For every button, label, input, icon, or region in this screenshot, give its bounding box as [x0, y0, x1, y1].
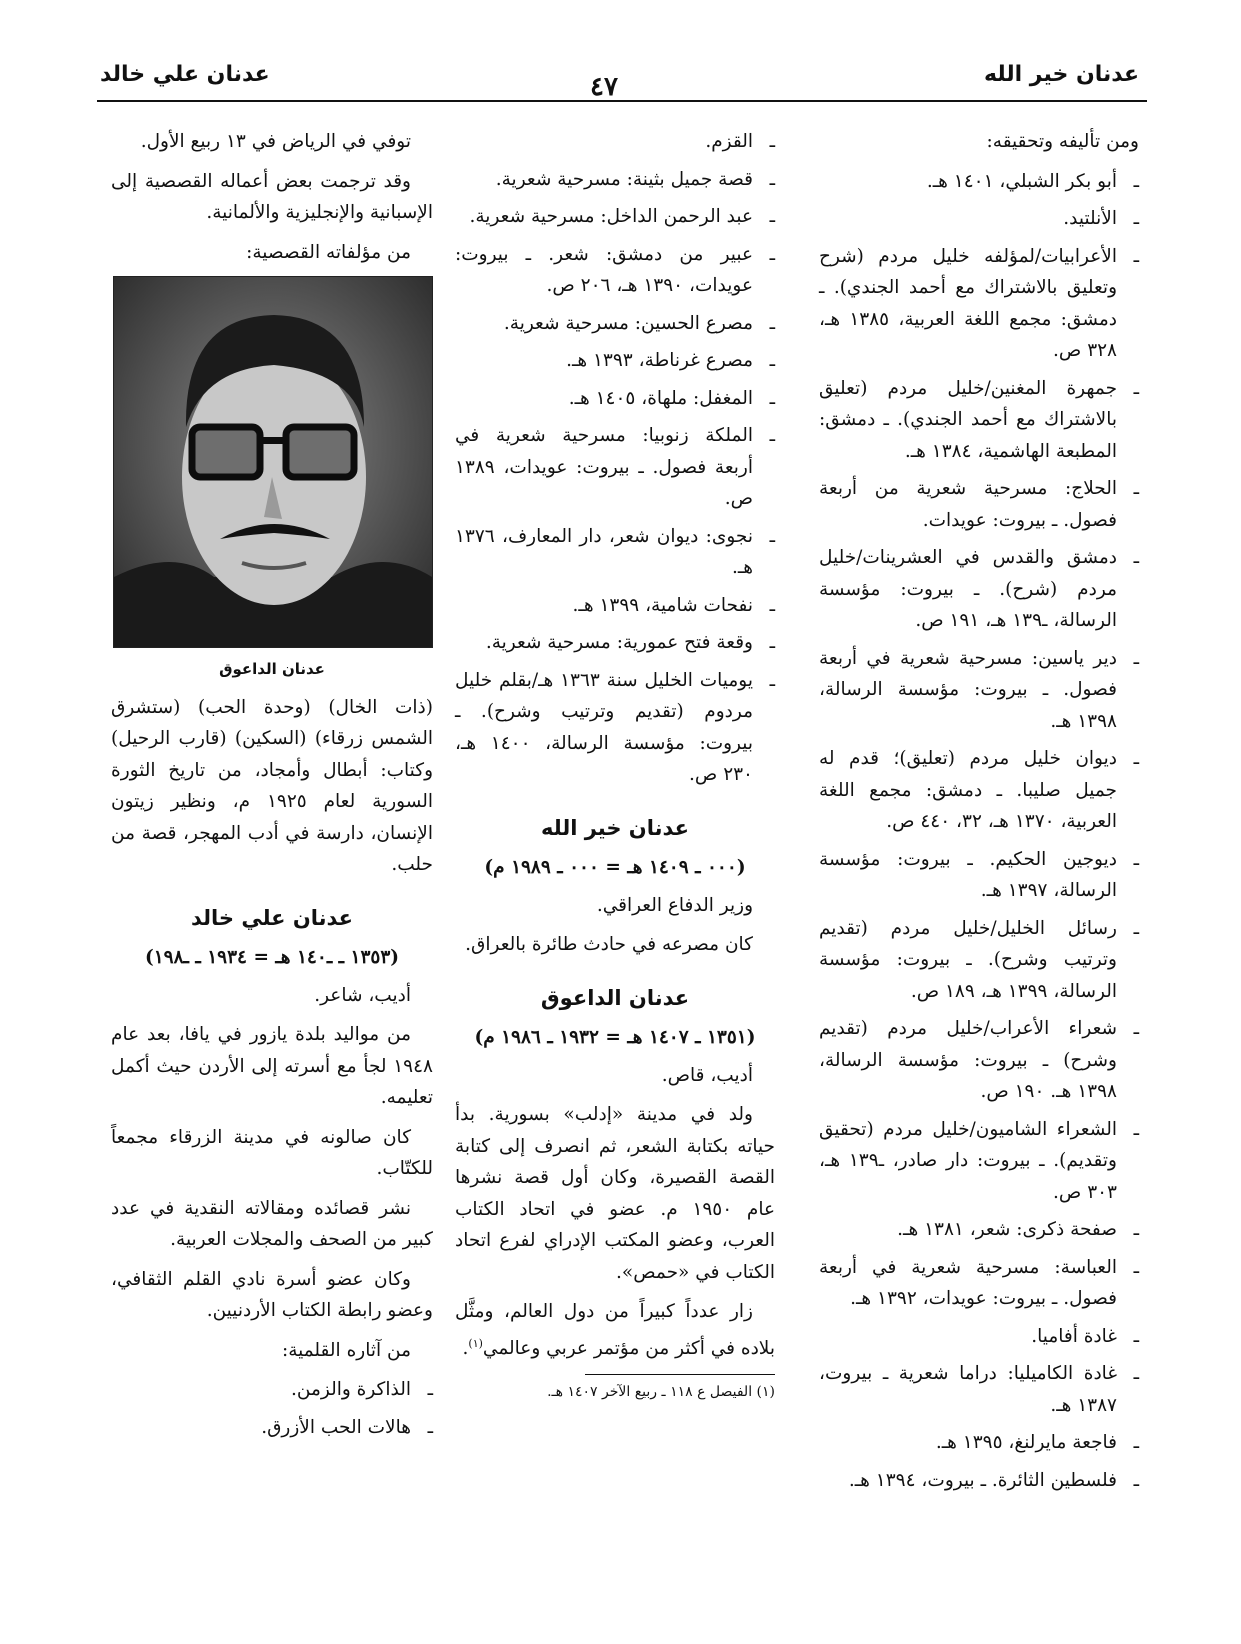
entry-text-end: .	[462, 1337, 469, 1359]
footnote: (١) الفيصل ع ١١٨ ـ ربيع الآخر ١٤٠٧ هـ.	[547, 1384, 775, 1401]
entry-text: نشر قصائده ومقالاته النقدية في عدد كبير من الصحف والمجلات العربية.	[111, 1197, 433, 1250]
list-item: ـ دير ياسين: مسرحية شعرية في أربعة فصول. ـ بيروت: مؤسسة الرسالة، ١٣٩٨ هـ.	[819, 643, 1139, 738]
list-item: ـ غادة أفاميا.	[819, 1321, 1139, 1353]
footnote-marker: (١)	[468, 1336, 483, 1350]
entry-text: من مواليد بلدة يازور في يافا، بعد عام ١٩٤٨ لجأ مع أسرته إلى الأردن حيث أكمل تعليمه.	[111, 1024, 433, 1108]
works-list-khaled	[111, 1374, 433, 1443]
list-item: ـ القزم.	[455, 126, 775, 158]
list-item: ـ فلسطين الثائرة. ـ بيروت، ١٣٩٤ هـ.	[819, 1465, 1139, 1497]
entry-text: كان صالونه في مدينة الزرقاء مجمعاً للكتّاب.	[111, 1126, 433, 1179]
list-item: ـ نفحات شامية، ١٣٩٩ هـ.	[455, 590, 775, 622]
works-list	[819, 166, 1139, 1497]
portrait-photo	[113, 276, 433, 648]
list-item: ـ نجوى: ديوان شعر، دار المعارف، ١٣٧٦ هـ.	[455, 521, 775, 584]
works-list-continued	[455, 126, 775, 791]
list-item: ـ يوميات الخليل سنة ١٣٦٣ هـ/بقلم خليل مردوم (تقديم وترتيب وشرح). ـ بيروت: مؤسسة الرسالة، ١٤٠٠ هـ، ٢٣٠ ص.	[455, 665, 775, 791]
list-item: ـ المغفل: ملهاة، ١٤٠٥ هـ.	[455, 383, 775, 415]
list-item: ـ الشعراء الشاميون/خليل مردم (تحقيق وتقديم). ـ بيروت: دار صادر، ـ١٣٩ هـ، ٣٠٣ ص.	[819, 1114, 1139, 1209]
entry-dates-daouk: (١٣٥١ ـ ١٤٠٧ هـ = ١٩٣٢ ـ ١٩٨٦ م)	[474, 1027, 756, 1048]
entry-dates-khaled: (١٣٥٣ ـ ـ١٤٠ هـ = ١٩٣٤ ـ ـ١٩٨)	[144, 947, 400, 968]
left-column	[111, 126, 433, 1449]
entry-text: وقد ترجمت بعض أعماله القصصية إلى الإسبانية والإنجليزية والألمانية.	[111, 170, 433, 223]
right-column	[819, 126, 1139, 1502]
list-item: ـ أبو بكر الشبلي، ١٤٠١ هـ.	[819, 166, 1139, 198]
entry-text-run: زار عدداً كبيراً من دول العالم، ومثَّل بلاده في أكثر من مؤتمر عربي وعالمي	[455, 1301, 775, 1359]
list-item: ـ صفحة ذكرى: شعر، ١٣٨١ هـ.	[819, 1214, 1139, 1246]
entry-heading-daouk: عدنان الداعوق	[540, 985, 690, 1010]
photo-caption: عدنان الداعوق	[219, 660, 325, 678]
list-item: ـ شعراء الأعراب/خليل مردم (تقديم وشرح) ـ بيروت: مؤسسة الرسالة، ١٣٩٨ هـ. ١٩٠ ص.	[819, 1013, 1139, 1108]
list-item: ـ الذاكرة والزمن.	[111, 1374, 433, 1406]
entry-text: من مؤلفاته القصصية:	[246, 241, 411, 263]
middle-column	[455, 126, 775, 1403]
entry-text: أديب، قاص.	[661, 1064, 753, 1086]
list-item: ـ هالات الحب الأزرق.	[111, 1412, 433, 1444]
list-item: ـ ديوان خليل مردم (تعليق)؛ قدم له جميل صليبا. ـ دمشق: مجمع اللغة العربية، ١٣٧٠ هـ، ٣٢، ٤٤٠ ص.	[819, 743, 1139, 838]
footnote-rule	[585, 1374, 775, 1375]
list-item: ـ قصة جميل بثينة: مسرحية شعرية.	[455, 164, 775, 196]
portrait-image	[114, 277, 432, 647]
entry-dates-khairallah: (٠٠٠ ـ ١٤٠٩ هـ = ٠٠٠ ـ ١٩٨٩ م)	[484, 857, 746, 878]
list-item: ـ مصرع الحسين: مسرحية شعرية.	[455, 308, 775, 340]
list-item: ـ الملكة زنوبيا: مسرحية شعرية في أربعة فصول. ـ بيروت: عويدات، ١٣٨٩ ص.	[455, 420, 775, 515]
entry-heading-khaled: عدنان علي خالد	[191, 905, 353, 930]
entry-text: أديب، شاعر.	[314, 984, 411, 1006]
list-item: ـ عبير من دمشق: شعر. ـ بيروت: عويدات، ١٣٩٠ هـ، ٢٠٦ ص.	[455, 239, 775, 302]
list-item: ـ فاجعة مايرلنغ، ١٣٩٥ هـ.	[819, 1427, 1139, 1459]
list-item: ـ رسائل الخليل/خليل مردم (تقديم وترتيب وشرح). ـ بيروت: مؤسسة الرسالة، ١٣٩٩ هـ، ١٨٩ ص.	[819, 913, 1139, 1008]
list-item: ـ غادة الكاميليا: دراما شعرية ـ بيروت، ١٣٨٧ هـ.	[819, 1358, 1139, 1421]
entry-text: كان مصرعه في حادث طائرة بالعراق.	[465, 934, 753, 955]
running-header-left: عدنان علي خالد	[100, 62, 270, 87]
list-item: ـ وقعة فتح عمورية: مسرحية شعرية.	[455, 627, 775, 659]
list-item: ـ عبد الرحمن الداخل: مسرحية شعرية.	[455, 201, 775, 233]
list-item: ـ الحلاج: مسرحية شعرية من أربعة فصول. ـ بيروت: عويدات.	[819, 473, 1139, 536]
entry-text: وزير الدفاع العراقي.	[596, 894, 753, 916]
list-item: ـ جمهرة المغنين/خليل مردم (تعليق بالاشتراك مع أحمد الجندي). ـ دمشق: المطبعة الهاشمية، ١٣٨٤ هـ.	[819, 373, 1139, 468]
entry-text: (ذات الخال) (وحدة الحب) (ستشرق الشمس زرقاء) (السكين) (قارب الرحيل) وكتاب: أبطال وأمجاد، من تاريخ الثورة السورية لعام ١٩٢٥ م، ونظير زيتون الإنسان، دارسة في أدب المهجر، قصة من حلب.	[111, 696, 433, 875]
works-intro: ومن تأليفه وتحقيقه:	[986, 131, 1139, 152]
list-item: ـ ديوجين الحكيم. ـ بيروت: مؤسسة الرسالة، ١٣٩٧ هـ.	[819, 844, 1139, 907]
list-item: ـ الأنلتيد.	[819, 203, 1139, 235]
header-rule	[97, 100, 1147, 102]
entry-text: ولد في مدينة «إدلب» بسورية. بدأ حياته بكتابة الشعر، ثم انصرف إلى كتابة القصة القصيرة، وكان أول قصة نشرها عام ١٩٥٠ م. عضو في اتحاد الكتاب العرب، وعضو المكتب الإدراي لفرع اتحاد الكتاب في «حمص».	[455, 1104, 776, 1283]
running-header-right: عدنان خير الله	[984, 62, 1139, 87]
entry-text: من آثاره القلمية:	[282, 1339, 411, 1361]
page-number: ٤٧	[590, 72, 618, 102]
entry-text: وكان عضو أسرة نادي القلم الثقافي، وعضو رابطة الكتاب الأردنيين.	[111, 1268, 433, 1321]
list-item: ـ العباسة: مسرحية شعرية في أربعة فصول. ـ بيروت: عويدات، ١٣٩٢ هـ.	[819, 1252, 1139, 1315]
list-item: ـ دمشق والقدس في العشرينات/خليل مردم (شرح). ـ بيروت: مؤسسة الرسالة، ـ١٣٩ هـ، ١٩١ ص.	[819, 542, 1139, 637]
entry-text	[455, 1296, 775, 1364]
list-item: ـ الأعرابيات/لمؤلفه خليل مردم (شرح وتعليق بالاشتراك مع أحمد الجندي). ـ دمشق: مجمع اللغة العربية، ١٣٨٥ هـ، ٣٢٨ ص.	[819, 241, 1139, 367]
list-item: ـ مصرع غرناطة، ١٣٩٣ هـ.	[455, 345, 775, 377]
entry-text: توفي في الرياض في ١٣ ربيع الأول.	[140, 131, 411, 152]
entry-heading-khairallah: عدنان خير الله	[541, 815, 689, 840]
